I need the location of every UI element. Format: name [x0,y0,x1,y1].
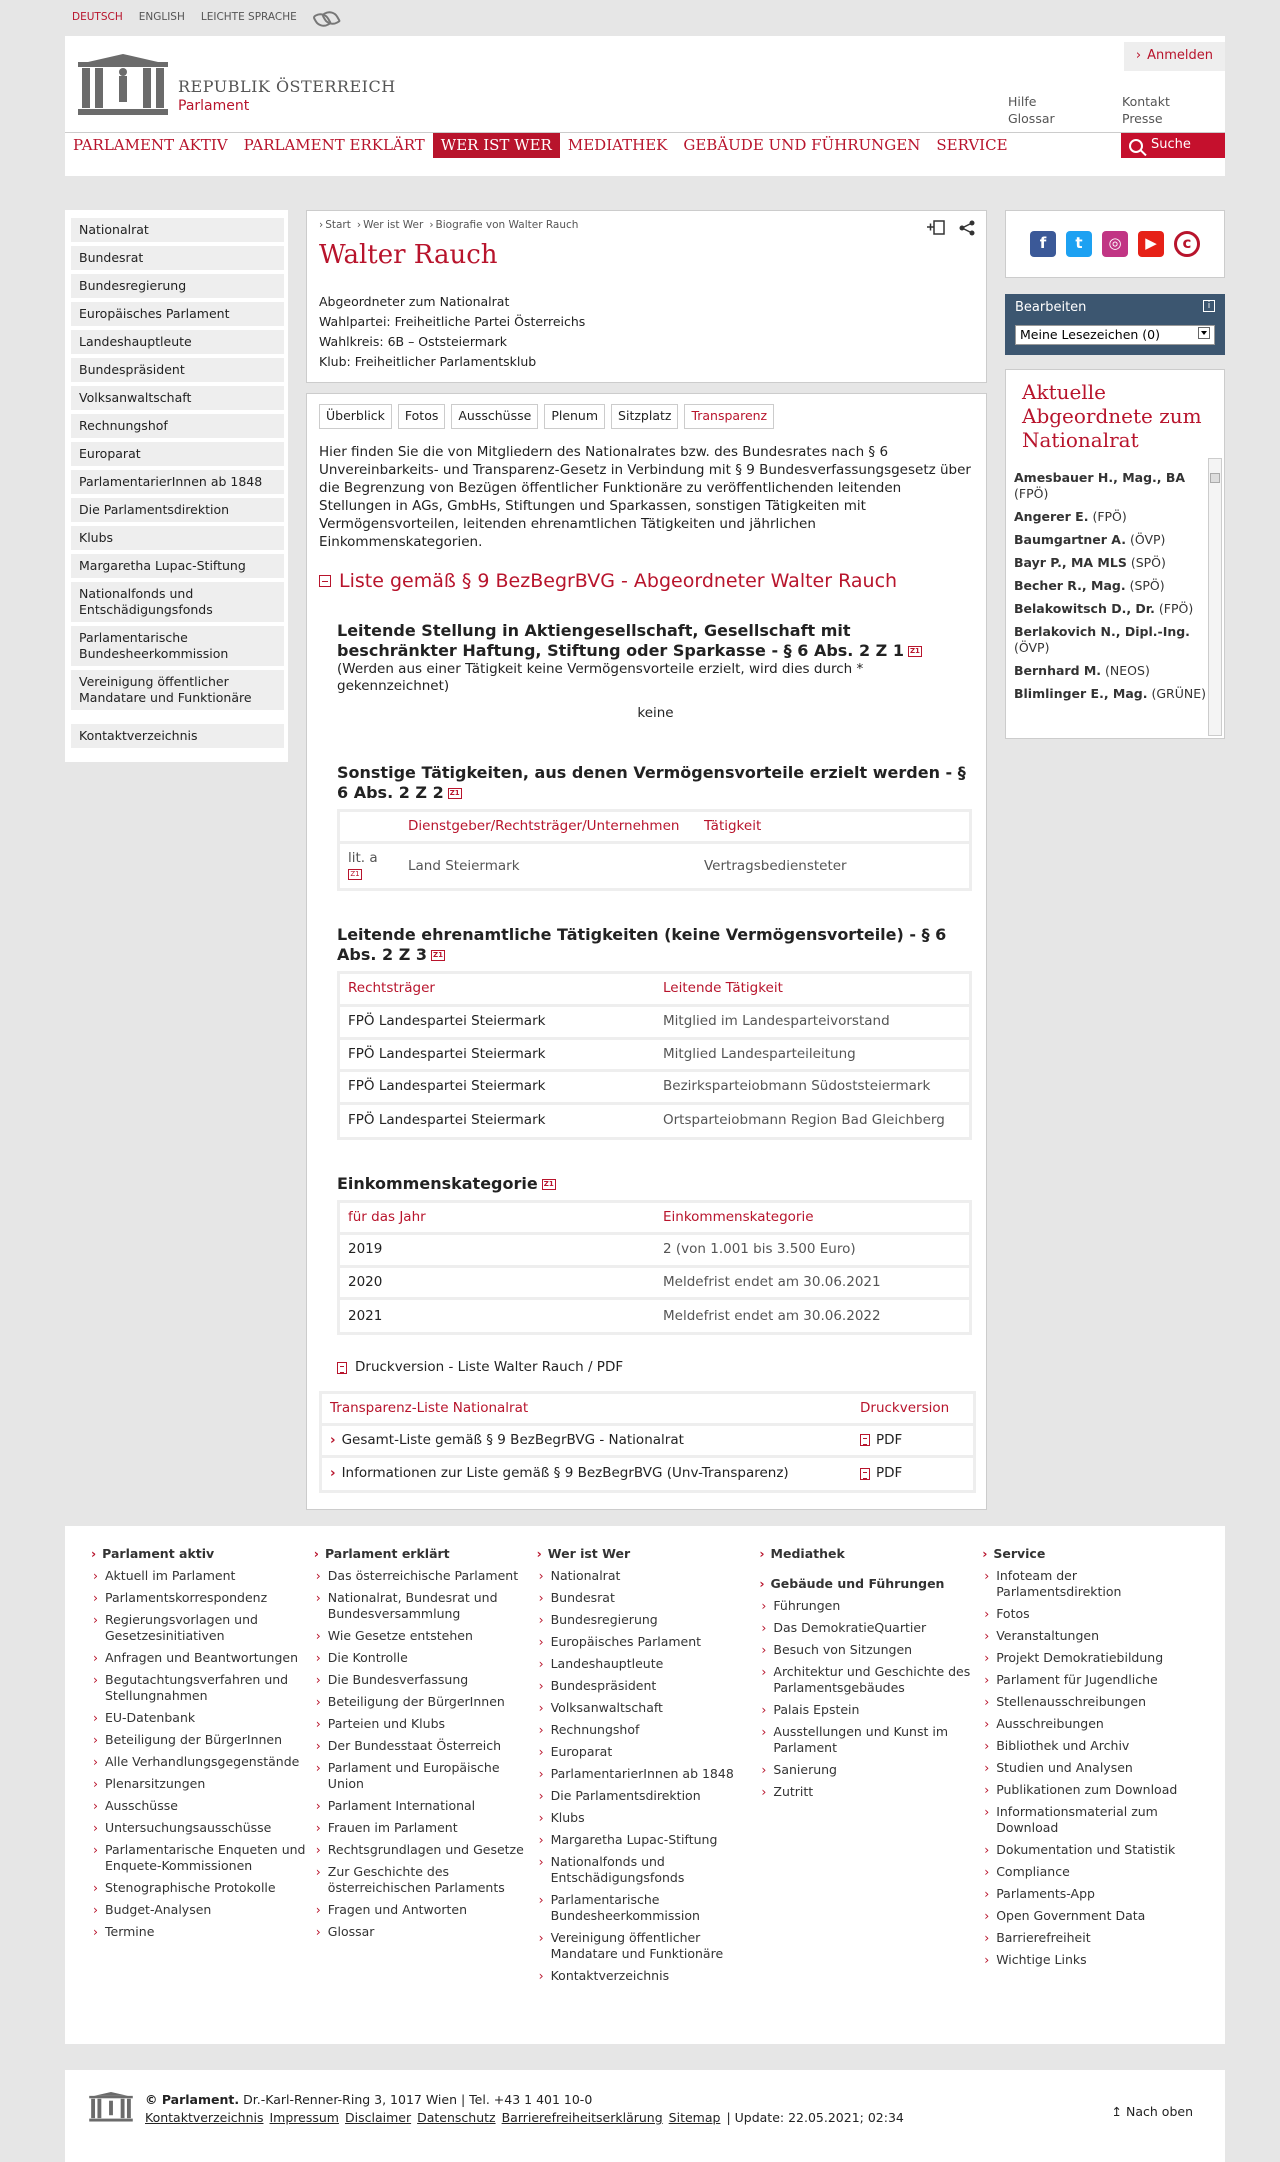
table-header [340,812,969,845]
footer-link[interactable]: › Aktuell im Parlament [105,1568,314,1584]
sidebar-item-parlamentarierinnen[interactable]: ParlamentarierInnen ab 1848 [71,470,284,494]
logo[interactable] [78,54,396,116]
list-item[interactable]: Amesbauer H., Mag., BA (FPÖ) [1014,470,1186,502]
row-lit: lit. a [348,850,378,867]
footer-link[interactable]: › Europarat [551,1744,760,1760]
header-cell: Rechtsträger [348,980,435,997]
footer-link[interactable]: › Beteiligung der BürgerInnen [328,1694,537,1710]
footer-link[interactable]: › Studien und Analysen [996,1760,1205,1776]
table-row [340,1072,969,1105]
sidebar-item-europarat[interactable]: Europarat [71,442,284,466]
bearbeiten-title: Bearbeiten [1015,300,1087,315]
search-icon [1129,139,1143,153]
footer-link[interactable]: › Europäisches Parlament [551,1634,760,1650]
facebook-icon[interactable]: f [1030,231,1056,257]
sidebar-item-lupac-stiftung[interactable]: Margaretha Lupac-Stiftung [71,554,284,578]
tab-transparenz[interactable]: Transparenz [684,404,774,428]
current-members-title: Aktuelle Abgeordnete zum Nationalrat [1022,380,1202,453]
header-cell: Einkommenskategorie [663,1208,814,1225]
footer-link[interactable]: › Rechnungshof [551,1722,760,1738]
pdf-icon [337,1362,347,1374]
footer-link-impressum[interactable]: Impressum [269,2110,339,2126]
footer-link[interactable]: › Parlamentarische Enqueten und Enquete-Kommissionen [105,1842,314,1874]
back-to-top-link[interactable] [1112,2104,1193,2120]
info-icon[interactable]: Z1 [448,788,462,799]
row-employer: Land Steiermark [408,857,520,874]
footer-link[interactable]: › Wie Gesetze entstehen [328,1628,537,1644]
sidebar-item-kontaktverzeichnis[interactable]: Kontaktverzeichnis [71,724,284,748]
nav-parlament-erklaert[interactable]: PARLAMENT ERKLÄRT [243,136,425,154]
row-year: 2021 [348,1307,383,1324]
footer-link[interactable]: › Nationalfonds und Entschädigungsfonds [551,1854,760,1886]
footer-link[interactable]: › Barrierefreiheit [996,1930,1205,1946]
list-link[interactable]: › Informationen zur Liste gemäß § 9 BezBegrBVG (Unv-Transparenz) [322,1461,854,1487]
footer-link[interactable]: › Parlaments-App [996,1886,1205,1902]
footer-link[interactable]: › Margaretha Lupac-Stiftung [551,1832,760,1848]
footer-link[interactable]: › Projekt Demokratiebildung [996,1650,1205,1666]
footer-link[interactable]: › Landeshauptleute [551,1656,760,1672]
list-toggle[interactable] [319,569,974,594]
footer-link[interactable]: › Bundespräsident [551,1678,760,1694]
breadcrumb-start[interactable]: › Start [319,219,351,233]
footer-link[interactable]: › Rechtsgrundlagen und Gesetze [328,1842,537,1858]
lang-leichte-sprache[interactable]: LEICHTE SPRACHE [200,11,297,24]
footer-link[interactable]: › Zutritt [773,1784,982,1800]
search-button[interactable] [1121,133,1225,158]
footer-link[interactable]: › Sanierung [773,1762,982,1778]
footer-col-parlament-erklaert [314,1546,537,2024]
footer-link[interactable]: › Publikationen zum Download [996,1782,1205,1798]
footer-link[interactable]: › Kontaktverzeichnis [551,1968,760,1984]
glossary-link[interactable]: Glossar [1008,111,1055,126]
members-list [1014,470,1208,738]
bookmarks-select-value: Meine Lesezeichen (0) [1020,326,1160,342]
members-scrollbar[interactable] [1208,458,1222,736]
row-role: Mitglied im Landesparteivorstand [663,1013,890,1030]
table-row [340,1105,969,1137]
list-item[interactable]: Blimlinger E., Mag. (GRÜNE) [1014,686,1207,702]
table-header [340,1203,969,1236]
info-box-icon[interactable]: i [1203,300,1215,312]
back-to-top-label: Nach oben [1126,2103,1193,2119]
table-sonstige [337,809,972,892]
profile-club: Klub: Freiheitlicher Parlamentsklub [319,354,537,370]
footer-link[interactable]: › Beteiligung der BürgerInnen [105,1732,314,1748]
footer-link[interactable]: › Parlamentarische Bundesheerkommission [551,1892,760,1924]
footer-link[interactable]: › Infoteam der Parlamentsdirektion [996,1568,1205,1600]
logo-subtitle: Parlament [178,98,250,115]
footer-link[interactable]: › Anfragen und Beantwortungen [105,1650,314,1666]
tab-sitzplatz[interactable]: Sitzplatz [611,404,678,428]
list-item[interactable]: Becher R., Mag. (SPÖ) [1014,578,1165,594]
footer-heading[interactable]: › Parlament aktiv [91,1546,314,1562]
footer-heading[interactable]: › Service [982,1546,1205,1562]
main-nav [65,132,1225,158]
footer-link[interactable]: › Bibliothek und Archiv [996,1738,1205,1754]
footer-link-sitemap[interactable]: Sitemap [668,2110,721,2126]
row-role: Bezirksparteiobmann Südoststeiermark [663,1078,931,1095]
nav-wer-ist-wer[interactable]: WER IST WER [433,133,560,158]
profile-role: Abgeordneter zum Nationalrat [319,294,510,310]
pdf-icon [860,1468,870,1480]
sidebar [65,210,288,762]
contact-link[interactable]: Kontakt [1122,94,1170,109]
section-4-title: Einkommenskategorie [337,1173,538,1193]
footer-link[interactable]: › Besuch von Sitzungen [773,1642,982,1658]
youtube-icon[interactable]: ▶ [1138,231,1164,257]
sidebar-item-nationalfonds[interactable]: Nationalfonds und Entschädigungsfonds [71,582,284,622]
row-category: Meldefrist endet am 30.06.2022 [663,1307,881,1324]
header-cell: Druckversion [860,1399,950,1416]
share-icon[interactable] [958,219,976,237]
row-activity: Vertragsbediensteter [704,857,847,874]
breadcrumb-current: › Biografie von Walter Rauch [429,219,578,233]
footer-link[interactable]: › Stellenausschreibungen [996,1694,1205,1710]
footer-link[interactable]: › Glossar [328,1924,537,1940]
search-label: Suche [1151,137,1191,153]
intro-text: Hier finden Sie die von Mitgliedern des Nationalrates bzw. des Bundesrates nach § 6 Unvereinbarkeits- und Transparenz-Gesetz in Verbindung mit § 9 Bundesverfassungsgesetz über die Begrenzung von Bezügen öffentlicher Funktionäre zu veröffentlichenden leitenden Stellungen in AGs, GmbHs, Stiftungen und Sparkassen, sonstigen Tätigkeiten mit Vermögensvorteilen, leitenden ehrenamtlichen Tätigkeiten und jährlichen Einkommenskategorien. [319,443,971,550]
footer-link[interactable]: › Informationsmaterial zum Download [996,1804,1205,1836]
parliament-logo-icon [78,54,168,116]
profile-party: Wahlpartei: Freiheitliche Partei Österreichs [319,314,586,330]
list-item[interactable]: Belakowitsch D., Dr. (FPÖ) [1014,601,1194,617]
section-3-title: Leitende ehrenamtliche Tätigkeiten (keine Vermögensvorteile) - § 6 Abs. 2 Z 3 [337,925,947,965]
table-header [322,1394,973,1426]
info-icon[interactable]: Z1 [348,869,362,880]
twitter-icon[interactable]: t [1066,231,1092,257]
footer-link[interactable]: › Das DemokratieQuartier [773,1620,982,1636]
footer-link[interactable]: › Bundesregierung [551,1612,760,1628]
footer-link[interactable]: › Compliance [996,1864,1205,1880]
footer-link[interactable]: › Ausstellungen und Kunst im Parlament [773,1724,982,1756]
table-row [322,1458,973,1490]
footer-link[interactable]: › Plenarsitzungen [105,1776,314,1792]
footer-link[interactable]: › Untersuchungsausschüsse [105,1820,314,1836]
help-link[interactable]: Hilfe [1008,94,1037,109]
footer-link[interactable]: › Der Bundesstaat Österreich [328,1738,537,1754]
login-button[interactable]: › Anmelden [1124,42,1225,71]
language-bar [0,0,1280,36]
footer-link[interactable]: › Parteien und Klubs [328,1716,537,1732]
row-role: Mitglied Landesparteileitung [663,1045,856,1062]
footer-heading[interactable]: › Mediathek [759,1546,982,1562]
list-title: Liste gemäß § 9 BezBegrBVG - Abgeordneter Walter Rauch [339,569,898,592]
footer-link[interactable]: › Zur Geschichte des österreichischen Parlaments [328,1864,537,1896]
footer-link[interactable]: › Ausschüsse [105,1798,314,1814]
table-ehrenamtlich [337,971,972,1139]
footer-link[interactable]: › Führungen [773,1598,982,1614]
footer-link[interactable]: › Termine [105,1924,314,1940]
footer-link[interactable]: › Klubs [551,1810,760,1826]
breadcrumb-wer-ist-wer[interactable]: › Wer ist Wer [357,219,423,233]
row-category: 2 (von 1.001 bis 3.500 Euro) [663,1241,856,1258]
footer-link-datenschutz[interactable]: Datenschutz [417,2110,496,2126]
parliament-logo-icon [89,2092,133,2122]
table-header [340,974,969,1007]
sidebar-item-landeshauptleute[interactable]: Landeshauptleute [71,330,284,354]
table-row [322,1426,973,1458]
tab-plenum[interactable]: Plenum [544,404,605,428]
footer-link[interactable]: › Fotos [996,1606,1205,1622]
footer-link[interactable]: › Architektur und Geschichte des Parlamentsgebäudes [773,1664,982,1696]
footer-link[interactable]: › Wichtige Links [996,1952,1205,1968]
transparency-box [306,393,987,1509]
footer-link[interactable]: › Alle Verhandlungsgegenstände [105,1754,314,1770]
pdf-link[interactable]: PDF [876,1465,903,1482]
print-version-label: Druckversion - Liste Walter Rauch / PDF [355,1359,624,1376]
profile-district: Wahlkreis: 6B – Oststeiermark [319,334,507,350]
lang-deutsch[interactable]: DEUTSCH [72,11,123,24]
info-icon[interactable]: Z1 [908,646,922,657]
footer-link[interactable]: › Dokumentation und Statistik [996,1842,1205,1858]
lang-english[interactable]: ENGLISH [138,11,185,24]
sidebar-item-rechnungshof[interactable]: Rechnungshof [71,414,284,438]
footer-link[interactable]: › Die Kontrolle [328,1650,537,1666]
row-category: Meldefrist endet am 30.06.2021 [663,1273,881,1290]
print-version-link[interactable] [337,1359,974,1377]
sidebar-item-volksanwaltschaft[interactable]: Volksanwaltschaft [71,386,284,410]
header-cell: für das Jahr [348,1208,426,1225]
info-icon[interactable]: Z1 [542,1179,556,1190]
row-org: FPÖ Landespartei Steiermark [348,1111,546,1128]
nav-parlament-aktiv[interactable]: PARLAMENT AKTIV [73,136,228,154]
list-item[interactable]: Berlakovich N., Dipl.-Ing. (ÖVP) [1014,624,1190,656]
footer-link[interactable]: › Ausschreibungen [996,1716,1205,1732]
row-role: Ortsparteiobmann Region Bad Gleichberg [663,1111,945,1128]
list-item[interactable]: Bernhard M. (NEOS) [1014,663,1150,679]
table-einkommen [337,1200,972,1336]
social-links [1005,210,1225,278]
list-item[interactable]: Bayr P., MA MLS (SPÖ) [1014,555,1166,571]
section-leitende-stellung [337,621,974,1335]
table-row [340,1040,969,1073]
footer-link[interactable]: › Open Government Data [996,1908,1205,1924]
footer-link[interactable]: › Die Parlamentsdirektion [551,1788,760,1804]
row-org: FPÖ Landespartei Steiermark [348,1078,546,1095]
list-item[interactable]: Baumgartner A. (ÖVP) [1014,532,1166,548]
header-cell: Transparenz-Liste Nationalrat [330,1399,529,1416]
list-item[interactable]: Angerer E. (FPÖ) [1014,509,1127,525]
page-title: Walter Rauch [319,239,498,270]
current-members-box [1005,369,1225,739]
breadcrumb [319,219,974,233]
table-row [340,844,969,888]
info-icon[interactable]: Z1 [431,950,445,961]
address: Dr.-Karl-Renner-Ring 3, 1017 Wien | Tel. +43 1 401 10-0 [243,2091,593,2107]
header-cell: Tätigkeit [704,817,762,834]
footer-col-mediathek [759,1546,982,2024]
profile-tabs [319,404,974,428]
sidebar-item-bundesregierung[interactable]: Bundesregierung [71,274,284,298]
footer [65,1526,1225,2044]
footer-link[interactable]: › EU-Datenbank [105,1710,314,1726]
footer-heading[interactable]: › Parlament erklärt [314,1546,537,1562]
row-year: 2020 [348,1273,383,1290]
tab-ausschuesse[interactable]: Ausschüsse [451,404,538,428]
sidebar-item-bundesrat[interactable]: Bundesrat [71,246,284,270]
nav-service[interactable]: SERVICE [936,136,1008,154]
copyright: © Parlament. [145,2091,240,2107]
footer-link[interactable]: › Vereinigung öffentlicher Mandatare und Funktionäre [551,1930,760,1962]
footer-link[interactable]: › Palais Epstein [773,1702,982,1718]
section-2-title: Sonstige Tätigkeiten, aus denen Vermögensvorteile erzielt werden - § 6 Abs. 2 Z 2 [337,762,966,802]
bottom-bar [65,2070,1225,2162]
header-cell: Dienstgeber/Rechtsträger/Unternehmen [408,817,680,834]
bookmark-add-icon[interactable] [926,219,946,237]
arrow-up-icon: ↥ [1111,2103,1123,2119]
pdf-icon [860,1434,870,1446]
tab-ueberblick[interactable]: Überblick [319,404,392,428]
sidebar-item-vereinigung[interactable]: Vereinigung öffentlicher Mandatare und Funktionäre [71,670,284,710]
sidebar-item-klubs[interactable]: Klubs [71,526,284,550]
footer-link[interactable]: › Nationalrat [551,1568,760,1584]
bookmarks-select[interactable] [1015,325,1215,345]
parlament-app-icon[interactable]: c [1174,231,1200,257]
chevron-down-icon [1198,327,1210,339]
footer-link[interactable]: › Begutachtungsverfahren und Stellungnahmen [105,1672,314,1704]
footer-col-service [982,1546,1205,2024]
footer-link[interactable]: › ParlamentarierInnen ab 1848 [551,1766,760,1782]
footer-link[interactable]: › Parlament International [328,1798,537,1814]
press-link[interactable]: Presse [1122,111,1163,126]
footer-link[interactable]: › Frauen im Parlament [328,1820,537,1836]
footer-heading[interactable]: › Wer ist Wer [537,1546,760,1562]
footer-link-disclaimer[interactable]: Disclaimer [344,2110,412,2126]
footer-link[interactable]: › Volksanwaltschaft [551,1700,760,1716]
footer-col-wer-ist-wer [537,1546,760,2024]
footer-link-barrierefreiheit[interactable]: Barrierefreiheitserklärung [501,2110,663,2126]
footer-link[interactable]: › Budget-Analysen [105,1902,314,1918]
footer-link[interactable]: › Parlament und Europäische Union [328,1760,537,1792]
footer-col-parlament-aktiv [91,1546,314,2024]
footer-link-kontakt[interactable]: Kontaktverzeichnis [145,2110,264,2126]
footer-link[interactable]: › Veranstaltungen [996,1628,1205,1644]
nav-mediathek[interactable]: MEDIATHEK [567,136,668,154]
list-link[interactable]: › Gesamt-Liste gemäß § 9 BezBegrBVG - Nationalrat [322,1428,854,1454]
footer-link[interactable]: › Nationalrat, Bundesrat und Bundesversammlung [328,1590,537,1622]
footer-link[interactable]: › Regierungsvorlagen und Gesetzesinitiativen [105,1612,314,1644]
row-org: FPÖ Landespartei Steiermark [348,1045,546,1062]
tab-fotos[interactable]: Fotos [398,404,445,428]
footer-heading[interactable]: › Gebäude und Führungen [759,1576,982,1592]
sidebar-item-nationalrat[interactable]: Nationalrat [71,218,284,242]
footer-link[interactable]: › Das österreichische Parlament [328,1568,537,1584]
footer-link[interactable]: › Parlamentskorrespondenz [105,1590,314,1606]
footer-link[interactable]: › Parlament für Jugendliche [996,1672,1205,1688]
section-1-value: keine [637,705,674,722]
table-row [340,1007,969,1040]
table-row [340,1300,969,1332]
bearbeiten-panel [1005,294,1225,355]
table-row [340,1268,969,1301]
section-1-title: Leitende Stellung in Aktiengesellschaft, Gesellschaft mit beschränkter Haftung, Stiftung oder Sparkasse - § 6 Abs. 2 Z 1 [337,621,904,661]
header [65,36,1225,176]
sidebar-item-bundesheerkommission[interactable]: Parlamentarische Bundesheerkommission [71,626,284,666]
sidebar-item-parlamentsdirektion[interactable]: Die Parlamentsdirektion [71,498,284,522]
header-cell [340,821,400,833]
update-stamp: | Update: 22.05.2021; 02:34 [726,2110,904,2126]
row-year: 2019 [348,1241,383,1258]
profile-box [306,210,987,383]
footer-link[interactable]: › Bundesrat [551,1590,760,1606]
header-cell: Leitende Tätigkeit [663,980,783,997]
pdf-link[interactable]: PDF [876,1431,903,1448]
section-1-note: (Werden aus einer Tätigkeit keine Vermögensvorteile erzielt, wird dies durch * gekennzeichnet) [337,661,864,695]
transparency-list-table [319,1391,976,1493]
table-row [340,1235,969,1268]
footer-link[interactable]: › Stenographische Protokolle [105,1880,314,1896]
sidebar-item-europaeisches-parlament[interactable]: Europäisches Parlament [71,302,284,326]
nav-gebaeude[interactable]: GEBÄUDE UND FÜHRUNGEN [683,136,921,154]
logo-title: REPUBLIK ÖSTERREICH [178,76,396,96]
footer-link[interactable]: › Fragen und Antworten [328,1902,537,1918]
row-org: FPÖ Landespartei Steiermark [348,1013,546,1030]
instagram-icon[interactable]: ◎ [1102,231,1128,257]
footer-link[interactable]: › Die Bundesverfassung [328,1672,537,1688]
collapse-icon [319,575,331,587]
sign-language-icon[interactable] [313,9,337,27]
sidebar-item-bundespraesident[interactable]: Bundespräsident [71,358,284,382]
